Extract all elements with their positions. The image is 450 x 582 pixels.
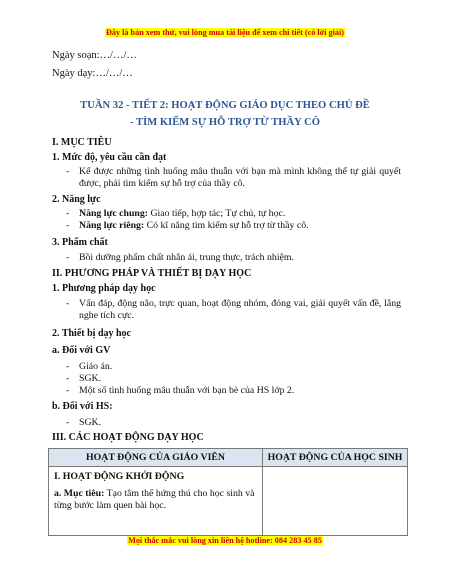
activities-table <box>48 448 408 536</box>
heading-for-teacher: a. Đối với GV <box>52 345 111 356</box>
heading-objectives: I. MỤC TIÊU <box>52 137 112 148</box>
activity-goal: a. Mục tiêu: Tạo tâm thế hứng thú cho học sinh và từng bước làm quen bài học. <box>54 488 255 511</box>
heading-teaching-methods: 1. Phương pháp dạy học <box>52 283 156 294</box>
heading-requirements: 1. Mức độ, yêu cầu cần đạt <box>52 152 167 163</box>
heading-competencies: 2. Năng lực <box>52 194 101 205</box>
preview-notice-banner: Đây là bản xem thử, vui lòng mua tài liệu để xem chi tiết (có lời giải) <box>105 28 344 37</box>
teacher-activity-cell <box>49 467 263 536</box>
col-header-teacher: HOẠT ĐỘNG CỦA GIÁO VIÊN <box>49 449 263 467</box>
table-header-row <box>49 449 408 467</box>
prep-date: Ngày soạn:…/…/… <box>52 50 137 61</box>
heading-methods-equipment: II. PHƯƠNG PHÁP VÀ THIẾT BỊ DẠY HỌC <box>52 268 252 279</box>
activity-title: I. HOẠT ĐỘNG KHỞI ĐỘNG <box>54 471 185 482</box>
heading-equipment: 2. Thiết bị dạy học <box>52 328 131 339</box>
heading-for-students: b. Đối với HS: <box>52 401 113 412</box>
lesson-title-line2: - TÌM KIẾM SỰ HỖ TRỢ TỪ THẦY CÔ <box>130 117 320 128</box>
col-header-student: HOẠT ĐỘNG CỦA HỌC SINH <box>263 449 408 467</box>
heading-qualities: 3. Phẩm chất <box>52 237 108 248</box>
teach-date: Ngày dạy:…/…/… <box>52 68 133 79</box>
hotline-banner: Mọi thắc mắc vui lòng xin liên hệ hotline: 084 283 45 85 <box>128 536 322 545</box>
heading-activities: III. CÁC HOẠT ĐỘNG DẠY HỌC <box>52 432 204 443</box>
lesson-title-line1: TUẦN 32 - TIẾT 2: HOẠT ĐỘNG GIÁO DỤC THEO CHỦ ĐỀ <box>80 100 370 111</box>
table-row <box>49 467 408 536</box>
student-activity-cell <box>263 467 408 536</box>
